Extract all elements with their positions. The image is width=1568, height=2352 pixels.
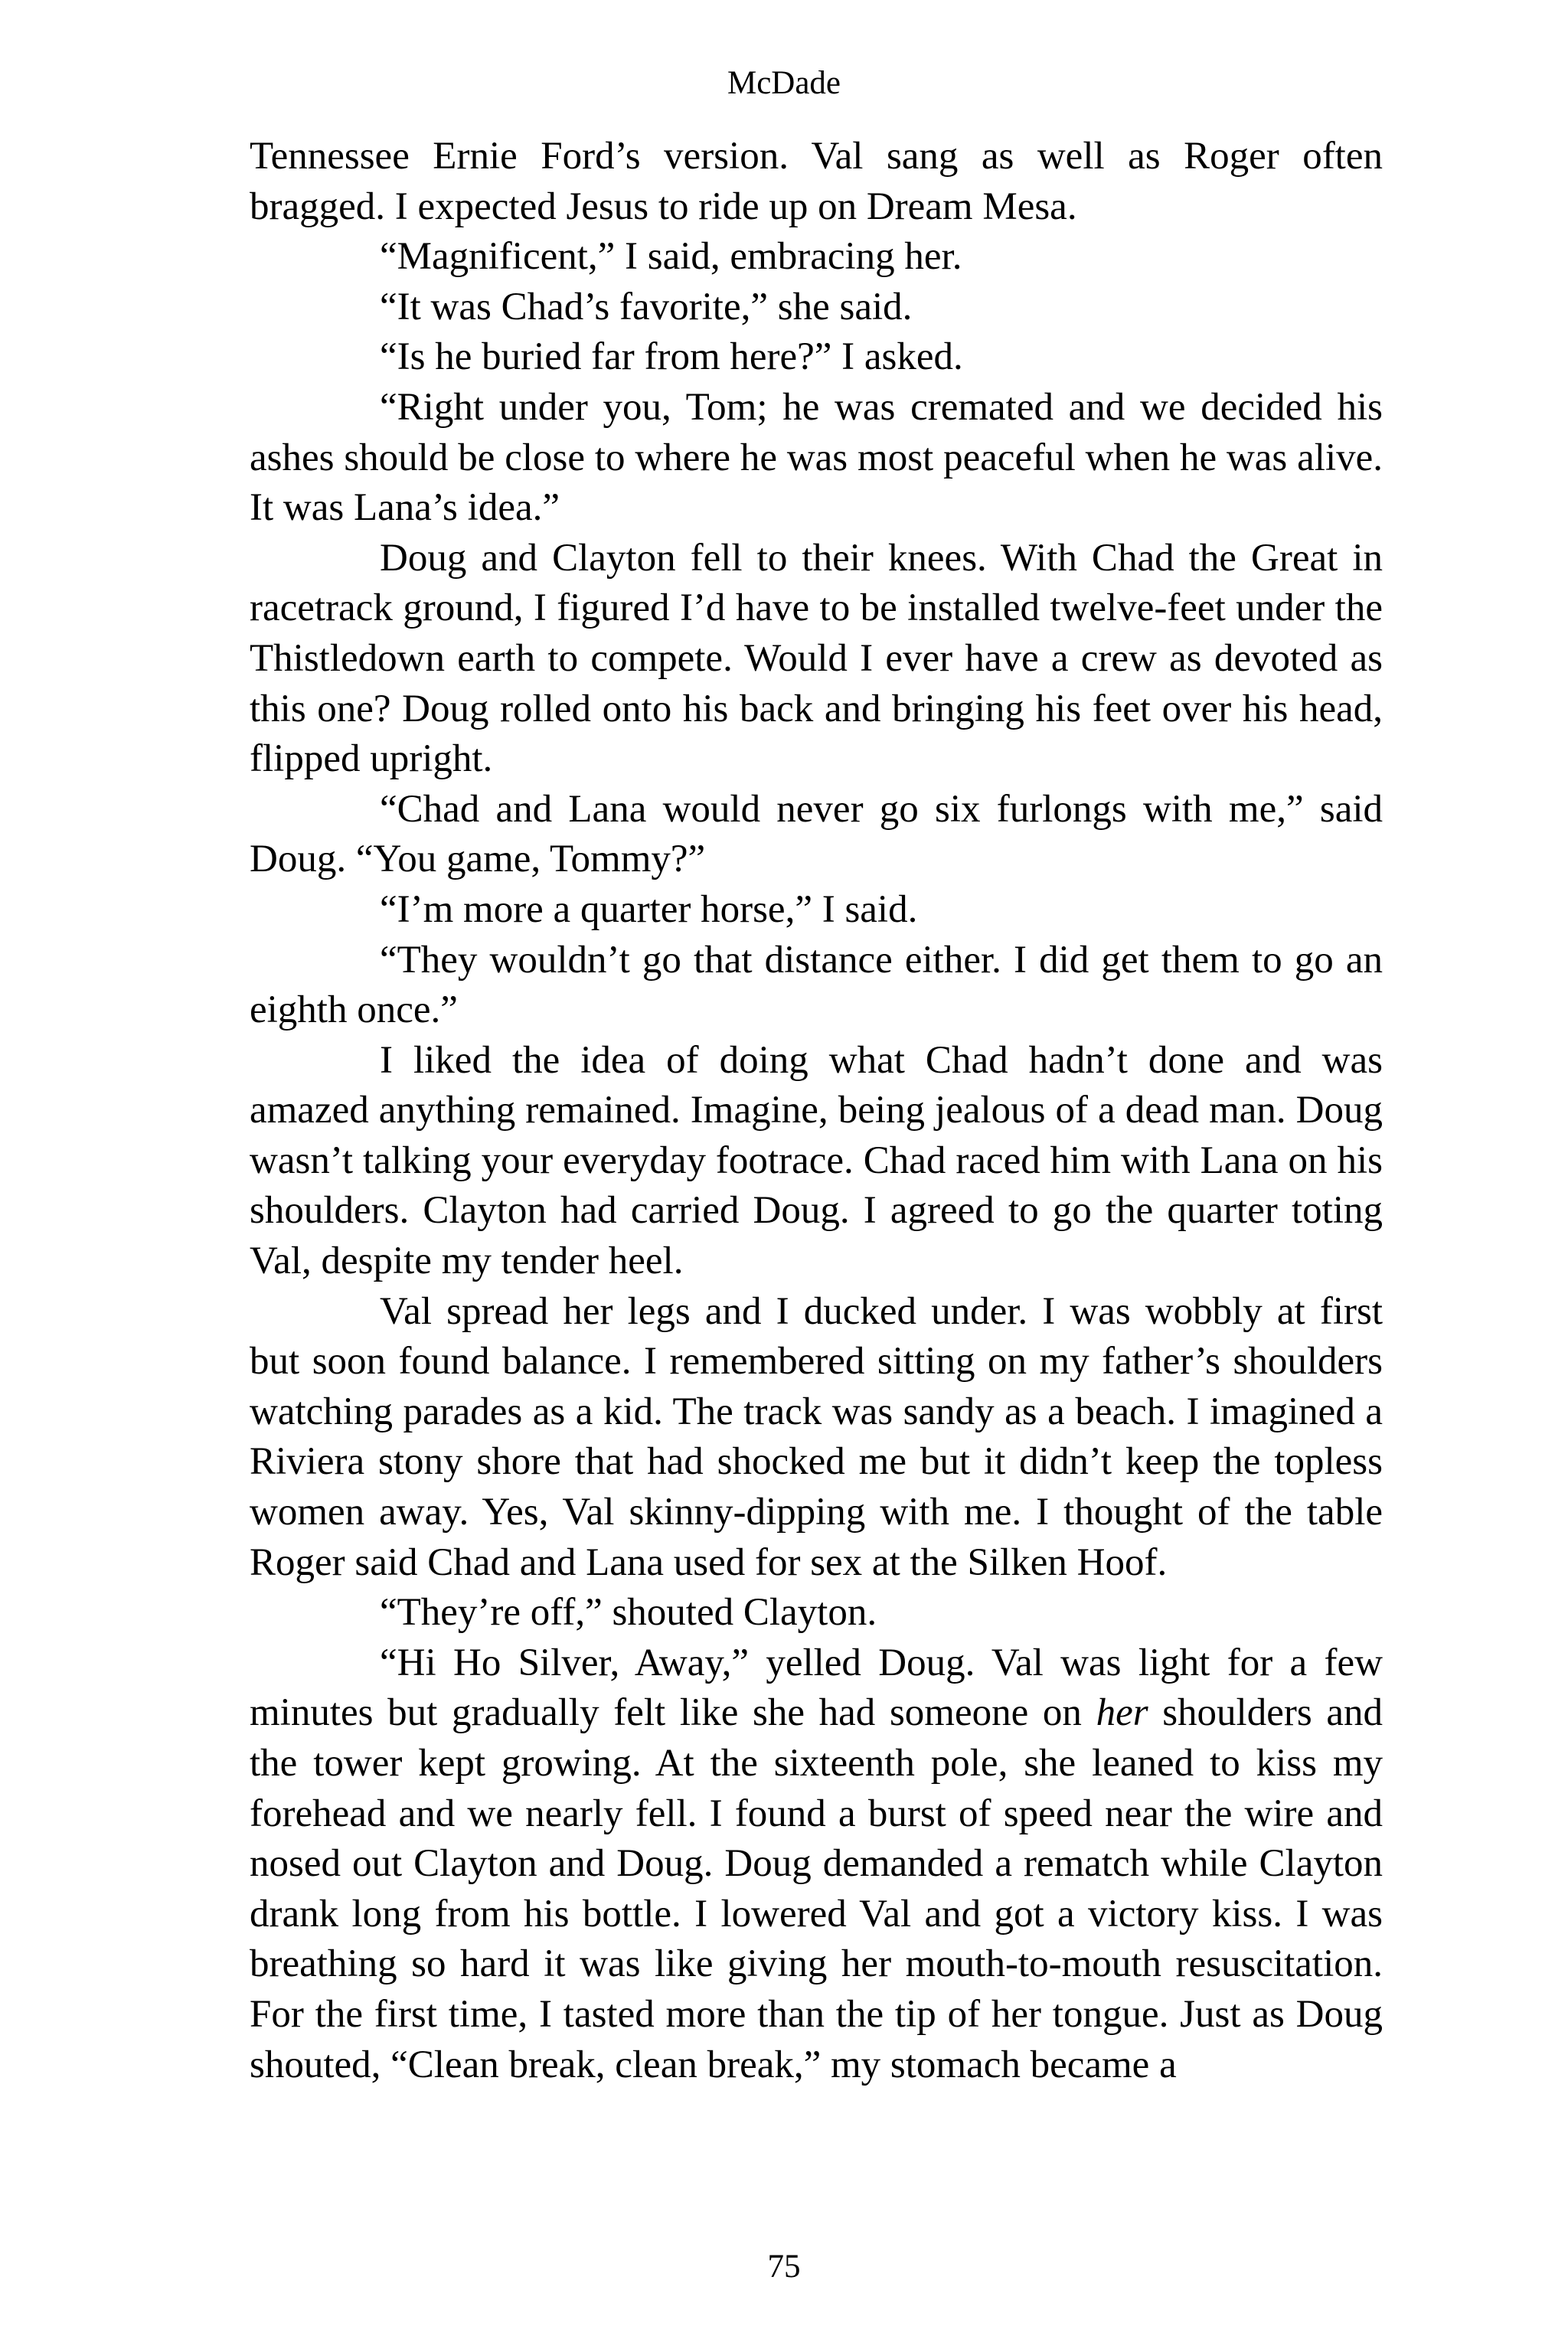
body-text	[250, 132, 1383, 2090]
paragraph: “Chad and Lana would never go six furlongs with me,” said Doug. “You game, Tommy?”	[250, 787, 1383, 881]
paragraph: I liked the idea of doing what Chad hadn’t done and was amazed anything remained. Imagine, being jealous of a dead man. Doug wasn’t talking your everyday footrace. Chad raced him with Lana on his shoulders. Clayton had carried Doug. I agreed to go the quarter toting Val, despite my tender heel.	[250, 1038, 1383, 1283]
paragraph: “I’m more a quarter horse,” I said.	[380, 887, 918, 931]
paragraph-text: “Hi Ho Silver, Away,” yelled Doug. Val was light for a few minutes but gradually felt like she had someone on	[250, 1641, 1383, 1735]
paragraph: “They wouldn’t go that distance either. I did get them to go an eighth once.”	[250, 938, 1383, 1032]
emphasis-text: her	[1096, 1691, 1148, 1735]
paragraph: Val spread her legs and I ducked under. I was wobbly at first but soon found balance. I remembered sitting on my father’s shoulders watching parades as a kid. The track was sandy as a beach. I imagined a Riviera stony shore that had shocked me but it didn’t keep the topless women away. Yes, Val skinny-dipping with me. I thought of the table Roger said Chad and Lana used for sex at the Silken Hoof.	[250, 1289, 1383, 1584]
paragraph: “It was Chad’s favorite,” she said.	[380, 285, 913, 328]
paragraph	[250, 1638, 1383, 2090]
paragraph: “They’re off,” shouted Clayton.	[380, 1591, 877, 1635]
paragraph: Tennessee Ernie Ford’s version. Val sang as well as Roger often bragged. I expected Jesus to ride up on Dream Mesa.	[250, 135, 1383, 228]
page-number: 75	[767, 2249, 801, 2285]
paragraph: “Right under you, Tom; he was cremated and we decided his ashes should be close to where he was most peaceful when he was alive. It was Lana’s idea.”	[250, 385, 1383, 530]
paragraph-text: shoulders and the tower kept growing. At the sixteenth pole, she leaned to kiss my forehead and we nearly fell. I found a burst of speed near the wire and nosed out Clayton and Doug. Doug demanded a rematch while Clayton drank long from his bottle. I lowered Val and got a victory kiss. I was breathing so hard it was like giving her mouth-to-mouth resuscitation. For the first time, I tasted more than the tip of her tongue. Just as Doug shouted, “Clean break, clean break,” my stomach became a	[250, 1691, 1383, 2086]
paragraph: “Is he buried far from here?” I asked.	[380, 335, 963, 379]
running-header: McDade	[727, 65, 841, 101]
paragraph: “Magnificent,” I said, embracing her.	[380, 235, 962, 279]
paragraph: Doug and Clayton fell to their knees. With Chad the Great in racetrack ground, I figured I’d have to be installed twelve-feet under the Thistledown earth to compete. Would I ever have a crew as devoted as this one? Doug rolled onto his back and bringing his feet over his head, flipped upright.	[250, 536, 1383, 781]
